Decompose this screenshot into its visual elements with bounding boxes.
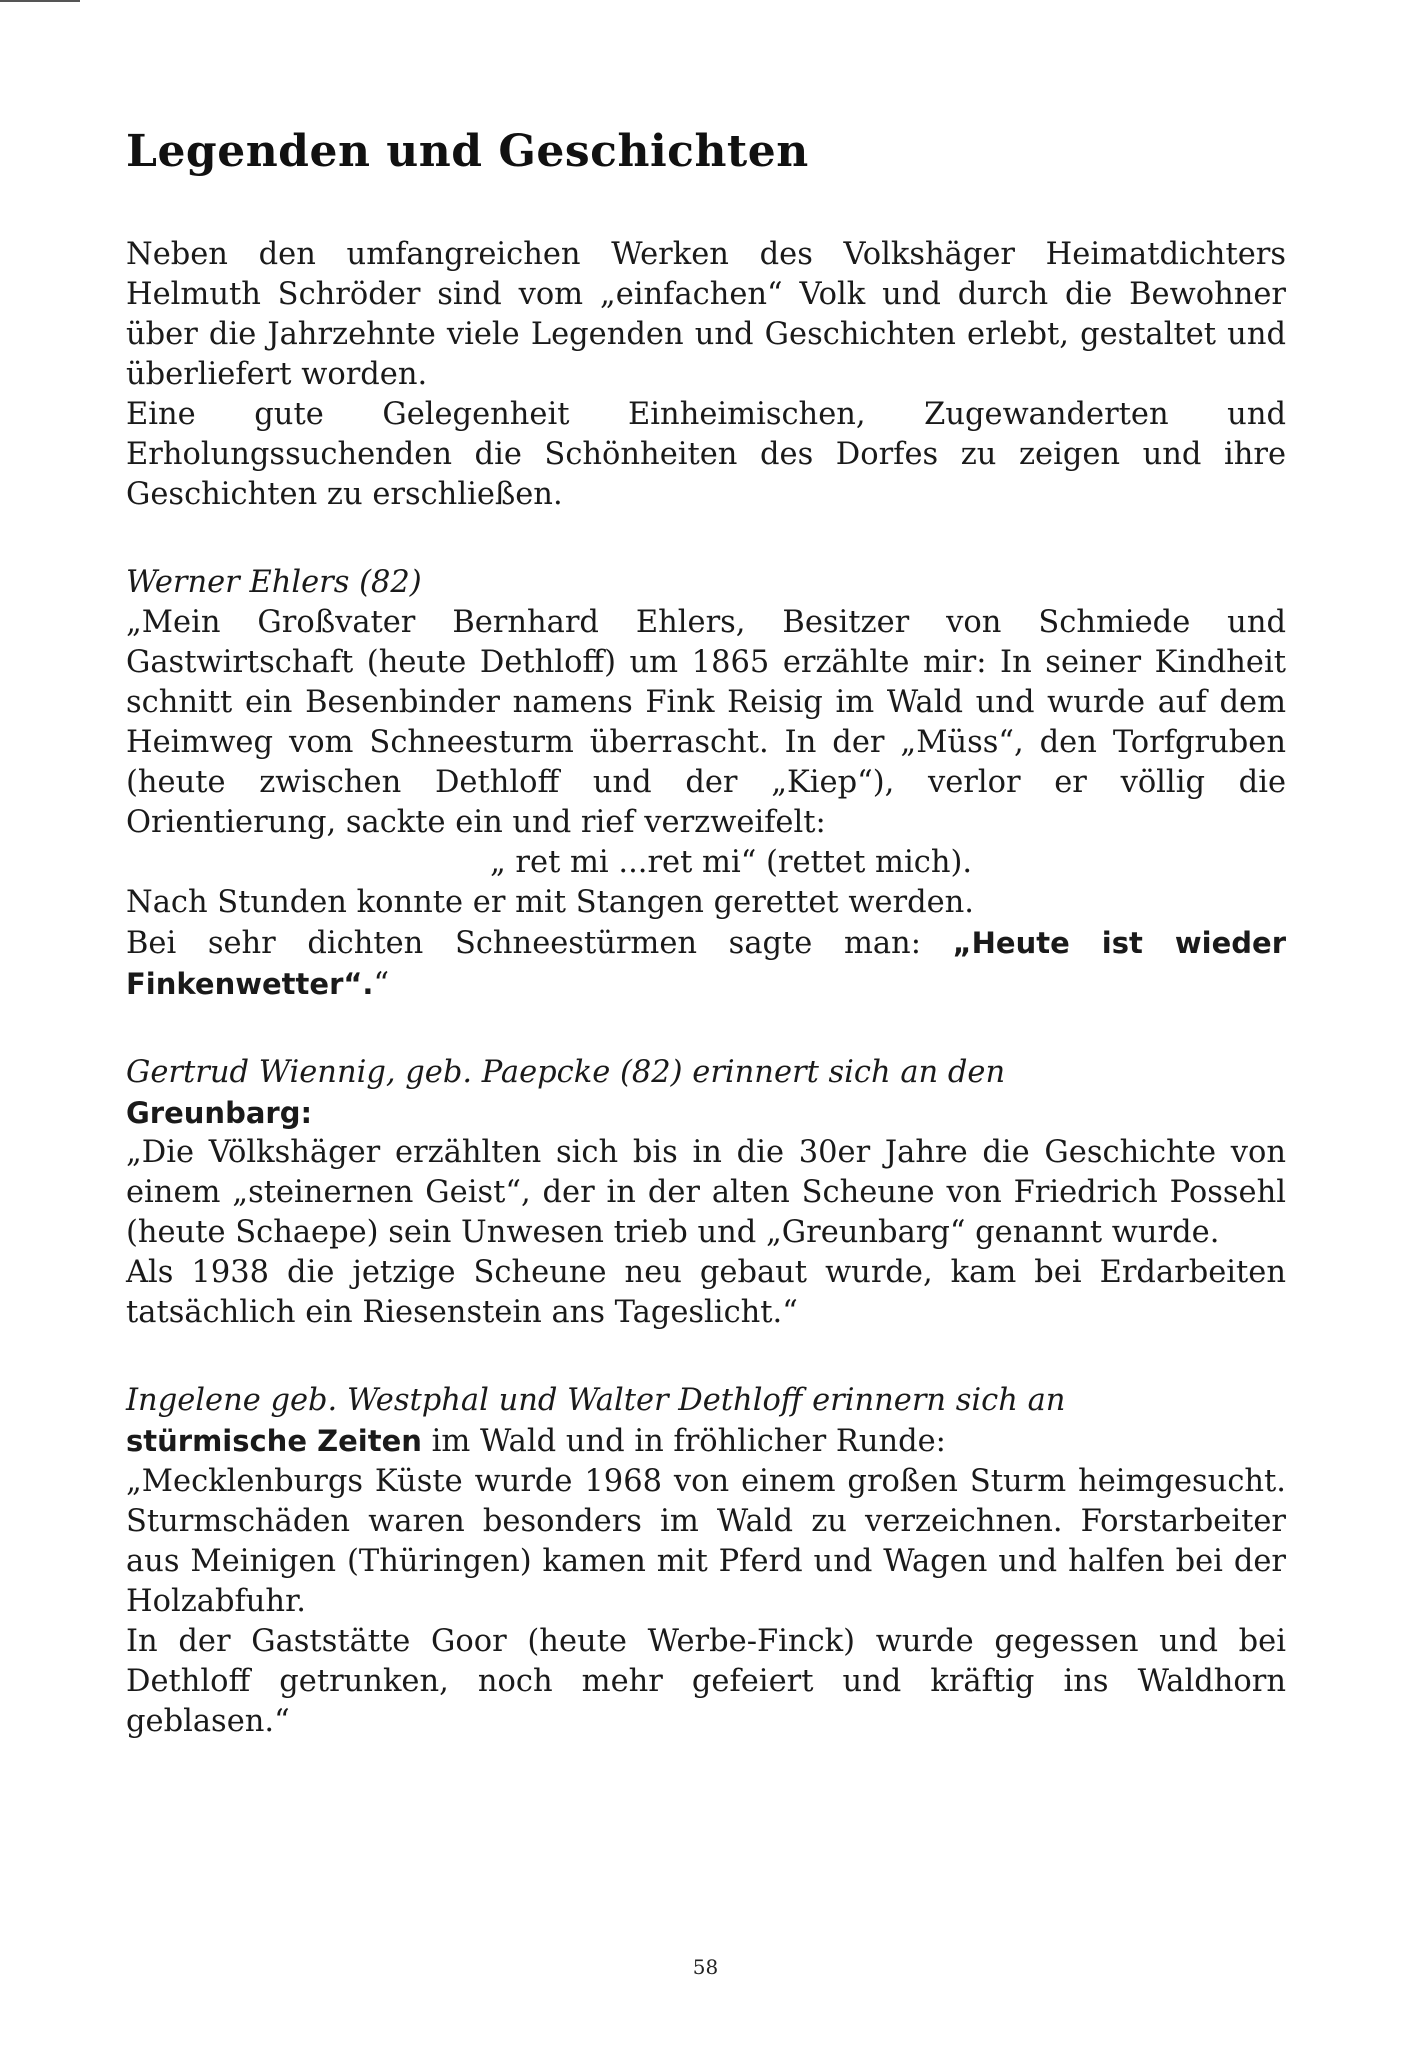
story1-text: „Mein Großvater Bernhard Ehlers, Besitzer von Schmiede und Gastwirtschaft (heute Dethloff) um 1865 erzählte mir: In seiner Kindheit schnitt ein Besenbinder namens Fink Reisig im Wald und wurde auf dem Heimweg vom Schneesturm überrascht. In der „Müss“, den Torfgruben (heute zwischen Dethloff und der „Kiep“), verlor er völlig die Orientierung, sackte ein und rief verzweifelt:: [126, 605, 1286, 840]
story2-topic: Greunbarg:: [126, 1096, 313, 1130]
page-content: [126, 126, 1286, 1742]
intro-paragraph-1: Neben den umfangreichen Werken des Volkshäger Heimatdichters Helmuth Schröder sind vom „einfachen“ Volk und durch die Bewohner über die Jahrzehnte viele Legenden und Geschichten erlebt, gestaltet und überliefert worden.: [126, 237, 1286, 392]
story1-saying: [126, 923, 1286, 1005]
story3-topic-bold: stürmische Zeiten: [126, 1424, 422, 1458]
story1-saying-bold: „Heute ist wieder Finkenwetter“.: [126, 926, 1286, 1001]
story-werner-ehlers: [126, 563, 1286, 1005]
story1-rescue: Nach Stunden konnte er mit Stangen gerettet werden.: [126, 885, 974, 920]
intro-section: [126, 235, 1286, 515]
scan-edge-line: [0, 0, 80, 2]
page-number: 58: [692, 1955, 719, 1979]
story2-discovery: Als 1938 die jetzige Scheune neu gebaut wurde, kam bei Erdarbeiten tatsächlich ein Riesenstein ans Tageslicht.“: [126, 1255, 1286, 1330]
story2-author: Gertrud Wiennig, geb. Paepcke (82) erinnert sich an den: [126, 1055, 1006, 1090]
story3-topic-rest: im Wald und in fröhlicher Runde:: [421, 1424, 946, 1459]
story3-topic: [126, 1421, 1286, 1462]
story1-author: Werner Ehlers (82): [126, 565, 422, 600]
story-gertrud-wiennig: [126, 1053, 1286, 1333]
story1-saying-prefix: Bei sehr dichten Schneestürmen sagte man:: [126, 926, 953, 961]
story-dethloff: [126, 1381, 1286, 1742]
story1-saying-suffix: “: [373, 967, 390, 1002]
page-title: Legenden und Geschichten: [126, 126, 809, 177]
story3-text: „Mecklenburgs Küste wurde 1968 von einem großen Sturm heimgesucht. Sturmschäden waren besonders im Wald zu verzeichnen. Forstarbeiter aus Meinigen (Thüringen) kamen mit Pferd und Wagen und halfen bei der Holzabfuhr.: [126, 1464, 1286, 1619]
story2-text: „Die Völkshäger erzählten sich bis in die 30er Jahre die Geschichte von einem „steinernen Geist“, der in der alten Scheune von Friedrich Possehl (heute Schaepe) sein Unwesen trieb und „Greunbarg“ genannt wurde.: [126, 1135, 1286, 1250]
story3-celebration: In der Gaststätte Goor (heute Werbe-Finck) wurde gegessen und bei Dethloff getrunken, noch mehr gefeiert und kräftig ins Waldhorn geblasen.“: [126, 1624, 1286, 1739]
intro-paragraph-2: Eine gute Gelegenheit Einheimischen, Zugewanderten und Erholungssuchenden die Schönheiten des Dorfes zu zeigen und ihre Geschichten zu erschließen.: [126, 397, 1286, 512]
story1-quote: „ ret mi ...ret mi“ (rettet mich).: [489, 845, 973, 880]
story3-author: Ingelene geb. Westphal und Walter Dethloff erinnern sich an: [126, 1383, 1066, 1418]
